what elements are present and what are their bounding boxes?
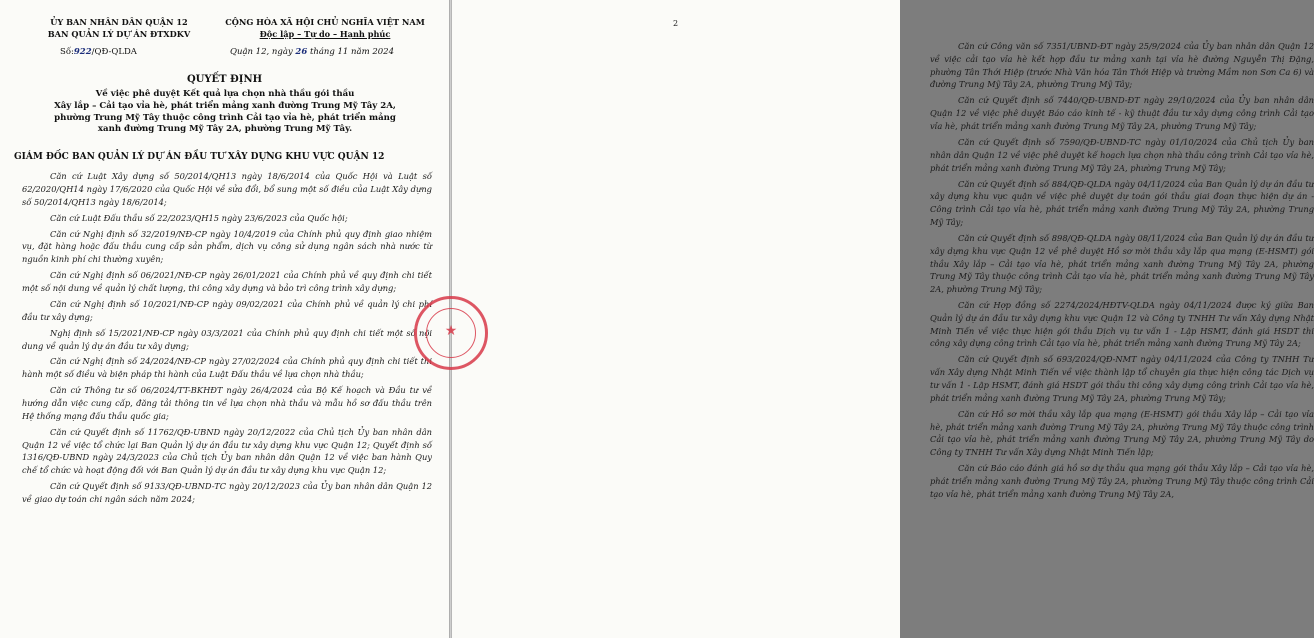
legal-basis-paragraph: Căn cứ Quyết định số 884/QĐ-QLDA ngày 04/11/2024 của Ban Quản lý dự án đầu tư xây dựng khu vực quận về việc phê duyệt dự toán gói thầu giai đoạn thực hiện dự án - Công trình Cải tạo vỉa hè, phát triển mảng xanh đường Trung Mỹ Tây 2A, phường Trung Mỹ Tây;	[930, 178, 1314, 227]
subject-line: phường Trung Mỹ Tây thuộc công trình Cải tạo vỉa hè, phát triển mảng	[54, 112, 396, 123]
national-header	[225, 16, 425, 40]
legal-basis-paragraph: Căn cứ Quyết định số 7590/QĐ-UBND-TC ngày 01/10/2024 của Chủ tịch Ủy ban nhân dân Quận 12 về việc phê duyệt kế hoạch lựa chọn nhà thầu công trình Cải tạo vỉa hè, phát triển mảng xanh đường Trung Mỹ Tây 2A, phường Trung Mỹ Tây;	[930, 136, 1314, 173]
star-icon: ★	[444, 323, 458, 339]
document-title: QUYẾT ĐỊNH	[186, 74, 263, 85]
country-name: CỘNG HÒA XÃ HỘI CHỦ NGHĨA VIỆT NAM	[225, 17, 425, 27]
agency-line-2: BAN QUẢN LÝ DỰ ÁN ĐTXDKV	[47, 29, 191, 39]
legal-basis-paragraph: Căn cứ Quyết định số 898/QĐ-QLDA ngày 08/11/2024 của Ban Quản lý dự án đầu tư xây dựng khu vực Quận 12 về phê duyệt Hồ sơ mời thầu xây lắp qua mạng (E-HSMT) gói thầu Xây lắp – Cải tạo vỉa hè, phát triển mảng xanh đường Trung Mỹ Tây 2A, phường Trung Mỹ Tây thuộc công trình Cải tạo vỉa hè, phát triển mảng xanh đường Trung Mỹ Tây 2A, phường Trung Mỹ Tây;	[930, 232, 1314, 295]
legal-basis-right	[930, 40, 1314, 504]
legal-basis-paragraph: Căn cứ Quyết định số 11762/QĐ-UBND ngày 20/12/2022 của Chủ tịch Ủy ban nhân dân Quận 12 về việc tổ chức lại Ban Quản lý dự án đầu tư xây dựng khu vực Quận 12; Quyết định số 1316/QĐ-UBND ngày 24/3/2023 của Chủ tịch Ủy ban nhân dân Quận 12 về việc ban hành Quy chế tổ chức và hoạt động đối với Ban Quản lý dự án đầu tư xây dựng khu vực Quận 12;	[22, 426, 432, 476]
legal-basis-paragraph: Căn cứ Nghị định số 32/2019/NĐ-CP ngày 10/4/2019 của Chính phủ quy định giao nhiệm vụ, đặt hàng hoặc đấu thầu cung cấp sản phẩm, dịch vụ công sử dụng ngân sách nhà nước từ nguồn kinh phí chi thường xuyên;	[22, 228, 432, 265]
legal-basis-paragraph: Căn cứ Hợp đồng số 2274/2024/HĐTV-QLDA ngày 04/11/2024 được ký giữa Ban Quản lý dự án đầu tư xây dựng khu vực Quận 12 và Công ty TNHH Tư vấn Xây dựng Nhật Minh Tiến về việc thực hiện gói thầu Dịch vụ tư vấn 1 - Lập HSMT, đánh giá HSDT thi công xây dựng công trình Cải tạo vỉa hè, phát triển mảng xanh đường Trung Mỹ Tây 2A;	[930, 300, 1314, 349]
handwritten-day: 26	[295, 47, 308, 57]
legal-basis-paragraph: Căn cứ Nghị định số 06/2021/NĐ-CP ngày 26/01/2021 của Chính phủ về quy định chi tiết một số nội dung về quản lý chất lượng, thi công xây dựng và bảo trì công trình xây dựng;	[22, 270, 432, 293]
legal-basis-paragraph: Căn cứ Quyết định số 693/2024/QĐ-NMT ngày 04/11/2024 của Công ty TNHH Tư vấn Xây dựng Nhật Minh Tiến về việc thành lập tổ chuyên gia thực hiện công tác Dịch vụ tư vấn 1 - Lập HSMT, đánh giá HSDT gói thầu thi công xây dựng công trình Cải tạo vỉa hè, phát triển mảng xanh đường Trung Mỹ Tây 2A, phường Trung Mỹ Tây;	[930, 354, 1314, 403]
date-prefix: Quận 12, ngày	[230, 47, 293, 57]
document-subject	[40, 89, 410, 136]
legal-basis-paragraph: Nghị định số 15/2021/NĐ-CP ngày 03/3/2021 của Chính phủ quy định chi tiết một số nội dung về quản lý dự án đầu tư xây dựng;	[22, 327, 432, 351]
legal-basis-paragraph: Căn cứ Nghị định số 10/2021/NĐ-CP ngày 09/02/2021 của Chính phủ về quản lý chi phí đầu tư xây dựng;	[22, 298, 432, 322]
page-1	[0, 0, 449, 638]
page-2	[452, 0, 1314, 638]
national-motto: Độc lập – Tự do – Hạnh phúc	[259, 29, 391, 39]
legal-basis-paragraph: Căn cứ Nghị định số 24/2024/NĐ-CP ngày 27/02/2024 của Chính phủ quy định chi tiết thi hành một số điều và biện pháp thi hành của Luật Đấu thầu về lựa chọn nhà thầu;	[22, 356, 432, 380]
date-suffix: tháng 11 năm 2024	[309, 47, 394, 57]
number-suffix: /QĐ-QLDA	[91, 47, 137, 57]
legal-basis-paragraph: Căn cứ Hồ sơ mời thầu xây lắp qua mạng (E-HSMT) gói thầu Xây lắp – Cải tạo vỉa hè, phát triển mảng xanh đường Trung Mỹ Tây 2A, phường Trung Mỹ Tây thuộc công trình Cải tạo vỉa hè, phát triển mảng xanh đường Trung Mỹ Tây 2A, phường Trung Mỹ Tây do Công ty TNHH Tư vấn Xây dựng Nhật Minh Tiến lập;	[930, 408, 1314, 458]
legal-basis-left	[22, 170, 432, 509]
issuing-agency-header	[34, 16, 204, 40]
page-number: 2	[673, 19, 679, 28]
legal-basis-paragraph: Căn cứ Luật Xây dựng số 50/2014/QH13 ngày 18/6/2014 của Quốc Hội và Luật số 62/2020/QH14 ngày 17/6/2020 của Quốc Hội về sửa đổi, bổ sung một số điều của Luật Xây dựng số 50/2014/QH13 ngày 18/6/2014;	[22, 171, 432, 207]
issue-date	[230, 47, 394, 57]
legal-basis-paragraph: Căn cứ Luật Đấu thầu số 22/2023/QH15 ngày 23/6/2023 của Quốc hội;	[50, 212, 348, 223]
number-prefix: Số:	[60, 47, 74, 57]
legal-basis-paragraph: Căn cứ Quyết định số 7440/QĐ-UBND-ĐT ngày 29/10/2024 của Ủy ban nhân dân Quận 12 về việc phê duyệt Báo cáo kinh tế - kỹ thuật đầu tư xây dựng công trình Cải tạo vỉa hè, phát triển mảng xanh đường Trung Mỹ Tây 2A, phường Trung Mỹ Tây;	[930, 95, 1314, 131]
subject-line: Xây lắp – Cải tạo vỉa hè, phát triển mảng xanh đường Trung Mỹ Tây 2A,	[54, 100, 396, 111]
agency-line-1: ỦY BAN NHÂN DÂN QUẬN 12	[50, 17, 188, 27]
legal-basis-paragraph: Căn cứ Quyết định số 9133/QĐ-UBND-TC ngày 20/12/2023 của Ủy ban nhân dân Quận 12 về giao dự toán chi ngân sách năm 2024;	[22, 481, 432, 505]
legal-basis-paragraph: Căn cứ Công văn số 7351/UBND-ĐT ngày 25/9/2024 của Ủy ban nhân dân Quận 12 về việc cải tạo vỉa hè kết hợp đầu tư mảng xanh tại vỉa hè đường Nguyễn Thị Đặng, phường Tân Thới Hiệp (trước Nhà Văn hóa Tân Thới Hiệp và trường Mầm non Sơn Ca 6) và đường Trung Mỹ Tây 2A, phường Trung Mỹ Tây;	[930, 41, 1314, 90]
legal-basis-paragraph: Căn cứ Thông tư số 06/2024/TT-BKHĐT ngày 26/4/2024 của Bộ Kế hoạch và Đầu tư về hướng dẫn việc cung cấp, đăng tải thông tin về lựa chọn nhà thầu và mẫu hồ sơ đấu thầu trên Hệ thống mạng đấu thầu quốc gia;	[22, 385, 432, 421]
subject-line: Về việc phê duyệt Kết quả lựa chọn nhà thầu gói thầu	[95, 89, 355, 99]
decision-number	[60, 47, 137, 57]
subject-line: xanh đường Trung Mỹ Tây 2A, phường Trung Mỹ Tây.	[97, 124, 353, 135]
authority-heading: GIÁM ĐỐC BAN QUẢN LÝ DỰ ÁN ĐẦU TƯ XÂY DỰNG KHU VỰC QUẬN 12	[14, 152, 385, 162]
handwritten-number: 922	[73, 47, 92, 57]
legal-basis-paragraph: Căn cứ Báo cáo đánh giá hồ sơ dự thầu qua mạng gói thầu Xây lắp – Cải tạo vỉa hè, phát triển mảng xanh đường Trung Mỹ Tây 2A, phường Trung Mỹ Tây thuộc công trình Cải tạo vỉa hè, phát triển mảng xanh đường Trung Mỹ Tây 2A,	[930, 463, 1314, 499]
red-seal-stamp	[414, 296, 488, 370]
